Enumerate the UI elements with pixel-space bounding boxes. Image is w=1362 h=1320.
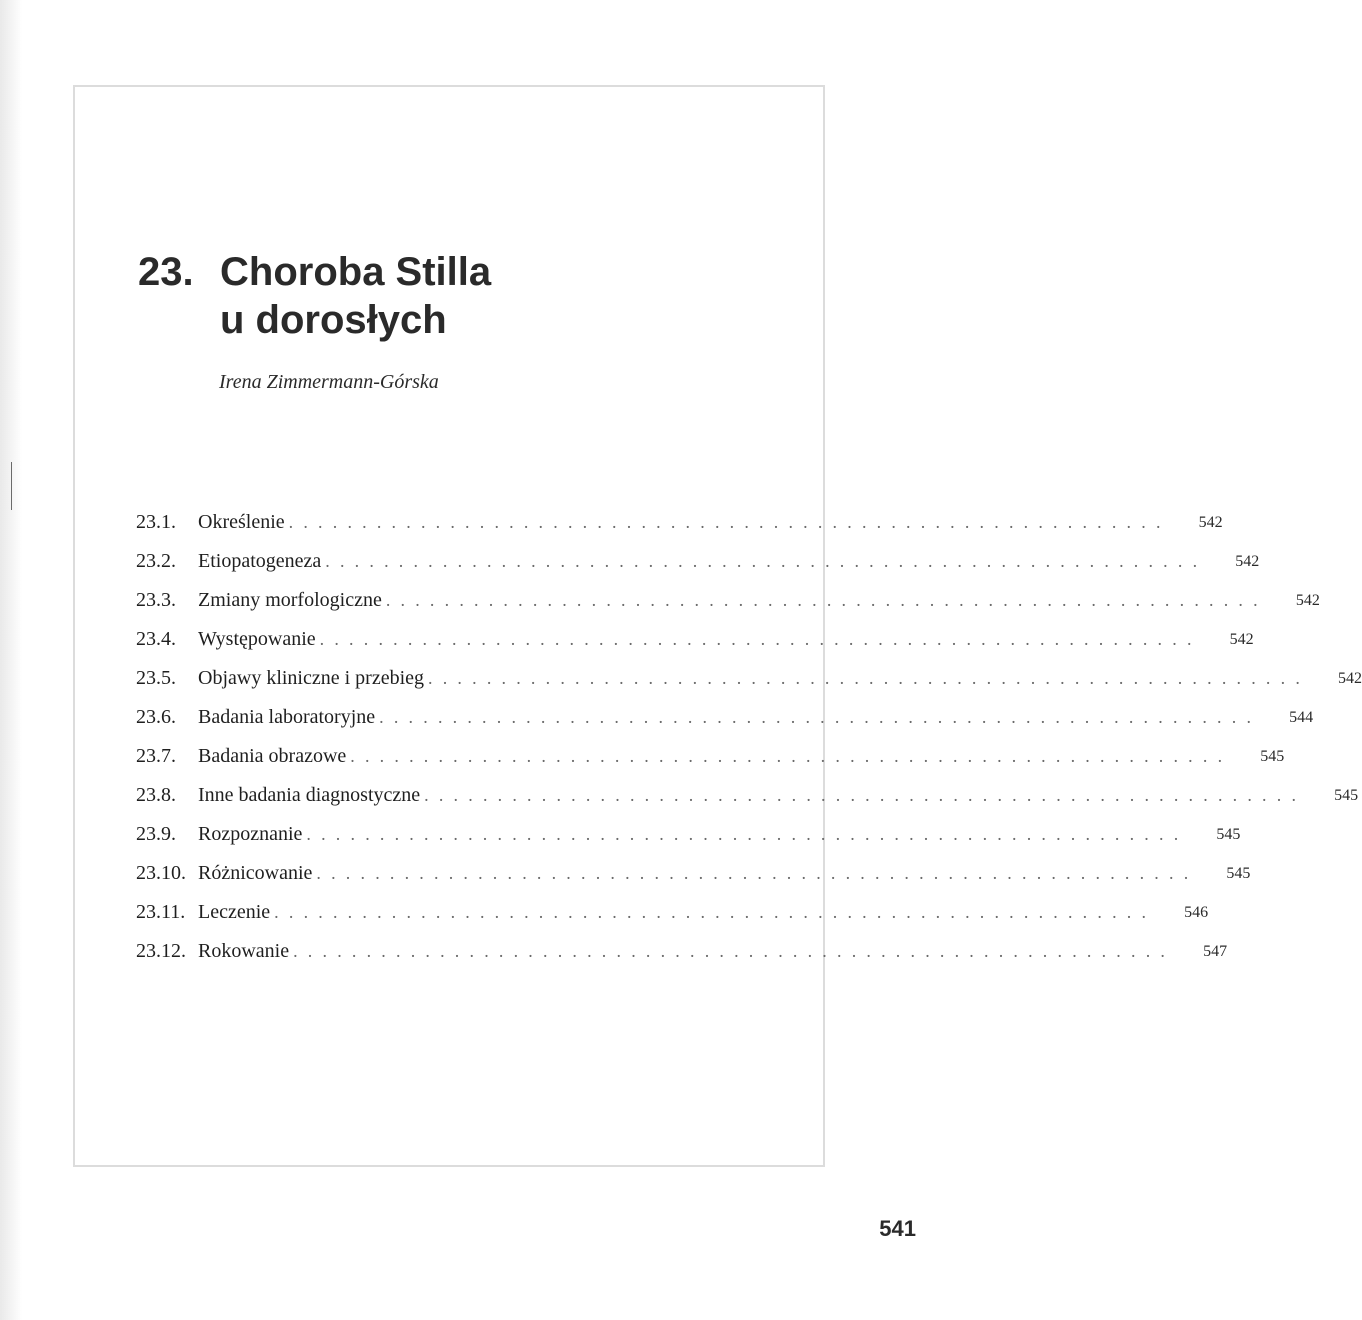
toc-entry-title: Inne badania diagnostyczne (198, 784, 421, 806)
toc-entry[interactable] (136, 854, 1251, 893)
toc-entry-title: Różnicowanie (198, 862, 313, 884)
chapter-title-line2: u dorosłych (220, 298, 447, 342)
toc-entry-number: 23.11. (136, 901, 186, 923)
toc-entry-number: 23.10. (136, 862, 186, 884)
toc-entry-number: 23.12. (136, 940, 186, 962)
chapter-author: Irena Zimmermann-Górska (219, 371, 439, 393)
toc-entry-page: 545 (1226, 864, 1251, 882)
toc-entry-title: Leczenie (198, 901, 271, 923)
page-number: 541 (879, 1216, 916, 1241)
toc-entry-page: 542 (1198, 513, 1223, 531)
toc-entry-title: Objawy kliniczne i przebieg (198, 667, 425, 689)
toc-entry[interactable] (136, 503, 1223, 542)
toc-entry-number: 23.8. (136, 784, 176, 806)
toc-entry-number: 23.5. (136, 667, 176, 689)
chapter-title (138, 248, 491, 344)
toc-entry-title: Badania laboratoryjne (198, 706, 376, 728)
toc-entry-page: 546 (1184, 903, 1209, 921)
toc-entry[interactable] (136, 620, 1254, 659)
toc-entry-page: 545 (1260, 747, 1285, 765)
toc-dot-leader: ............................................................ (319, 629, 1202, 649)
toc-dot-leader: ............................................................ (385, 590, 1268, 610)
scan-mark (11, 462, 12, 510)
toc-dot-leader: ............................................................ (428, 668, 1311, 688)
toc-entry[interactable] (136, 737, 1285, 776)
toc-entry-page: 545 (1334, 786, 1359, 804)
toc-dot-leader: ............................................................ (316, 863, 1199, 883)
toc-entry-number: 23.7. (136, 745, 176, 767)
toc-entry-title: Zmiany morfologiczne (198, 589, 382, 611)
toc-entry-number: 23.1. (136, 511, 176, 533)
toc-entry[interactable] (136, 932, 1228, 971)
toc-entry[interactable] (136, 581, 1320, 620)
toc-dot-leader: ............................................................ (293, 941, 1176, 961)
toc-dot-leader: ............................................................ (274, 902, 1157, 922)
toc-entry-title: Występowanie (198, 628, 316, 650)
toc-entry-page: 542 (1338, 669, 1362, 687)
table-of-contents (136, 503, 1362, 971)
toc-entry[interactable] (136, 542, 1260, 581)
toc-entry-page: 545 (1216, 825, 1241, 843)
toc-entry-page: 542 (1229, 630, 1254, 648)
toc-entry-number: 23.9. (136, 823, 176, 845)
toc-entry-page: 542 (1235, 552, 1260, 570)
toc-entry[interactable] (136, 659, 1362, 698)
toc-entry[interactable] (136, 893, 1209, 932)
toc-entry-page: 547 (1203, 942, 1228, 960)
toc-entry-number: 23.4. (136, 628, 176, 650)
toc-entry-number: 23.2. (136, 550, 176, 572)
chapter-number: 23. (138, 250, 194, 294)
page-gutter-shadow (0, 0, 22, 1320)
toc-entry-title: Określenie (198, 511, 285, 533)
toc-entry-title: Rokowanie (198, 940, 290, 962)
toc-entry[interactable] (136, 776, 1359, 815)
toc-entry-title: Rozpoznanie (198, 823, 303, 845)
toc-entry[interactable] (136, 815, 1241, 854)
toc-entry-title: Badania obrazowe (198, 745, 347, 767)
toc-entry-title: Etiopatogeneza (198, 550, 322, 572)
toc-dot-leader: ............................................................ (379, 707, 1262, 727)
toc-entry-page: 544 (1289, 708, 1314, 726)
toc-dot-leader: ............................................................ (350, 746, 1233, 766)
toc-entry-page: 542 (1295, 591, 1320, 609)
toc-dot-leader: ............................................................ (424, 785, 1307, 805)
toc-entry-number: 23.3. (136, 589, 176, 611)
toc-dot-leader: ............................................................ (288, 512, 1171, 532)
toc-dot-leader: ............................................................ (325, 551, 1208, 571)
toc-entry[interactable] (136, 698, 1314, 737)
chapter-title-line1: Choroba Stilla (220, 250, 492, 294)
toc-dot-leader: ............................................................ (306, 824, 1189, 844)
toc-entry-number: 23.6. (136, 706, 176, 728)
